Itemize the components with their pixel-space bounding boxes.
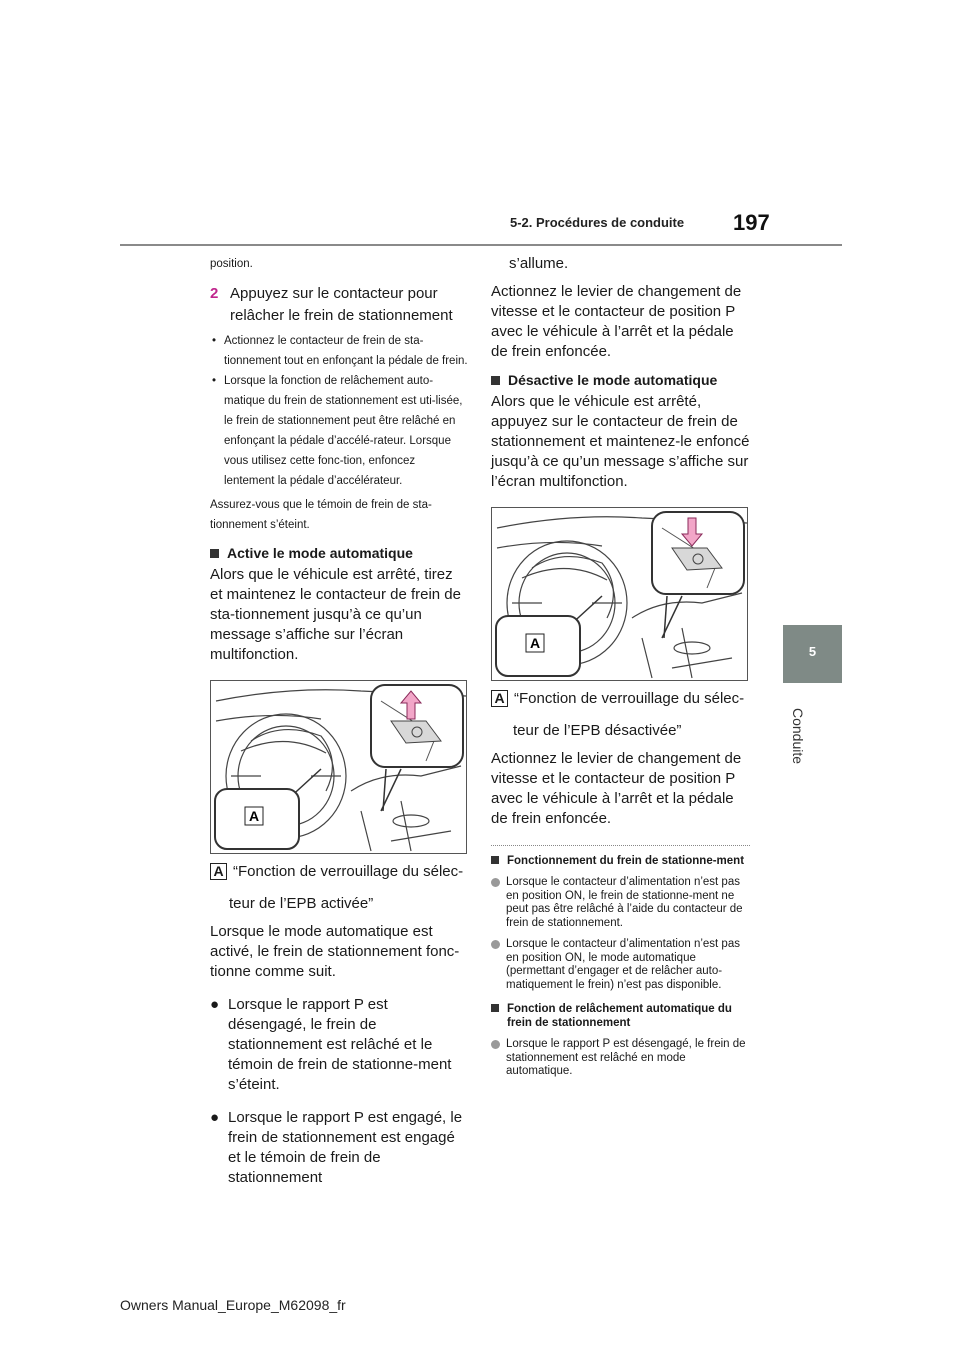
bullet-text: Actionnez le contacteur de frein de sta-tionnement tout en enfonçant la pédale de frein.: [224, 335, 468, 367]
heading-active: [210, 545, 468, 561]
section-title: 5-2. Procédures de conduite: [510, 215, 685, 230]
step-number: 2: [210, 285, 219, 302]
callout-line-1: “Fonction de verrouillage du sélec-: [514, 690, 745, 707]
circle-bullet-icon: [491, 1040, 500, 1049]
header-rule: [120, 244, 842, 246]
dashboard-illustration: [492, 508, 747, 680]
callout-letter: A: [491, 690, 508, 707]
notes-divider: [491, 845, 750, 846]
note-text: Lorsque le contacteur d’alimentation n’est pas en position ON, le mode automatique (permettant d’engager et de relâcher auto-matiquement le frein) n’est pas disponible.: [506, 938, 740, 991]
step-2: [210, 283, 468, 327]
note-text: Lorsque le contacteur d’alimentation n’est pas en position ON, le frein de stationne-ment ne peut pas être relâché à l’aide du contacteur de frein de stationnement.: [506, 876, 743, 929]
circle-bullet-icon: [491, 940, 500, 949]
dashboard-illustration: [211, 681, 466, 853]
heading-text: Désactive le mode automatique: [508, 372, 718, 388]
paragraph-position: position.: [210, 258, 253, 270]
disc-text: Lorsque le rapport P est engagé, le frein de stationnement est engagé et le témoin de frein de stationnement: [228, 1109, 463, 1186]
bullet-text: Lorsque la fonction de relâchement auto-matique du frein de stationnement est uti-lisée, le frein de stationnement peut être relâché en enfonçant la pédale d’accélé-rateur. Lorsque vous utilisez cette fonc-tion, enfoncez lentement la pédale d’accélérateur.: [224, 375, 463, 487]
note-heading-text: Fonctionnement du frein de stationne-ment: [507, 855, 745, 867]
note-heading-1: [491, 854, 750, 868]
page-number: 197: [733, 210, 770, 235]
paragraph-assurez: Assurez-vous que le témoin de frein de sta-tionnement s’éteint.: [210, 499, 432, 531]
square-bullet-icon: [210, 549, 219, 558]
callout-a: [491, 689, 750, 709]
step-line-1: Appuyez sur le contacteur pour: [230, 285, 438, 302]
square-bullet-icon: [491, 376, 500, 385]
note-heading-2: [491, 1002, 750, 1030]
note-item: [491, 876, 750, 930]
note-item: [491, 1038, 750, 1079]
disc-text: Lorsque le rapport P est désengagé, le frein de stationnement est relâché et le témoin de frein de stationne-ment s’éteint.: [228, 996, 452, 1093]
note-item: [491, 938, 750, 992]
square-bullet-icon: [491, 856, 499, 864]
right-column: [491, 252, 750, 1079]
note-heading-text: Fonction de relâchement automatique du frein de stationnement: [507, 1003, 732, 1029]
heading-text: Active le mode automatique: [227, 545, 413, 561]
step-text: [230, 283, 453, 327]
figure-epb-on: [210, 680, 467, 854]
callout-line-2: teur de l’EPB activée”: [229, 895, 374, 912]
square-bullet-icon: [491, 1004, 499, 1012]
callout-line-2: teur de l’EPB désactivée”: [513, 722, 682, 739]
chapter-label: Conduite: [790, 708, 806, 765]
note-text: Lorsque le rapport P est désengagé, le frein de stationnement est relâché en mode automatique.: [506, 1038, 746, 1077]
chapter-number: 5: [808, 644, 817, 659]
callout-a: [210, 862, 468, 882]
step-line-2: relâcher le frein de stationnement: [230, 307, 453, 324]
list-item: ● Lorsque le rapport P est désengagé, le frein de stationnement est relâché et le témoin de frein de stationne-ment s’éteint.: [210, 995, 468, 1095]
heading-desactive: [491, 372, 750, 388]
paragraph-active: Alors que le véhicule est arrêté, tirez et maintenez le contacteur de frein de sta-tionnement jusqu’à ce qu’un message s’affiche sur l’écran multifonction.: [210, 566, 461, 663]
list-item: • Lorsque la fonction de relâchement auto-matique du frein de stationnement est uti-lisée, le frein de stationnement peut être relâché en enfonçant la pédale d’accélé-rateur. Lorsque vous utilisez cette fonc-tion, enfoncez lentement la pédale d’accélérateur.: [212, 371, 468, 491]
paragraph-desactive: Alors que le véhicule est arrêté, appuyez sur le contacteur de frein de stationnement et maintenez-le enfoncé jusqu’à ce qu’un message s’affiche sur l’écran multifonction.: [491, 393, 750, 490]
list-item: ● Lorsque le rapport P est engagé, le frein de stationnement est engagé et le témoin de frein de stationnement: [210, 1108, 468, 1188]
callout-line-1: “Fonction de verrouillage du sélec-: [233, 863, 464, 880]
figure-epb-off: [491, 507, 748, 681]
list-item: • Actionnez le contacteur de frein de sta-tionnement tout en enfonçant la pédale de frein.: [212, 331, 468, 371]
callout-letter: A: [210, 863, 227, 880]
paragraph-actionnez-2: Actionnez le levier de changement de vitesse et le contacteur de position P avec le véhicule à l’arrêt et la pédale de frein enfoncée.: [491, 750, 742, 827]
paragraph-actionnez-1: Actionnez le levier de changement de vitesse et le contacteur de position P avec le véhicule à l’arrêt et la pédale de frein enfoncée.: [491, 283, 742, 360]
paragraph-allume: s’allume.: [509, 255, 569, 272]
figure-label: A: [529, 635, 541, 651]
footer-text: Owners Manual_Europe_M62098_fr: [120, 1297, 346, 1313]
paragraph-lorsque: Lorsque le mode automatique est activé, le frein de stationnement fonc-tionne comme suit.: [210, 923, 460, 980]
left-column: [210, 252, 468, 1188]
figure-label: A: [248, 808, 260, 824]
circle-bullet-icon: [491, 878, 500, 887]
